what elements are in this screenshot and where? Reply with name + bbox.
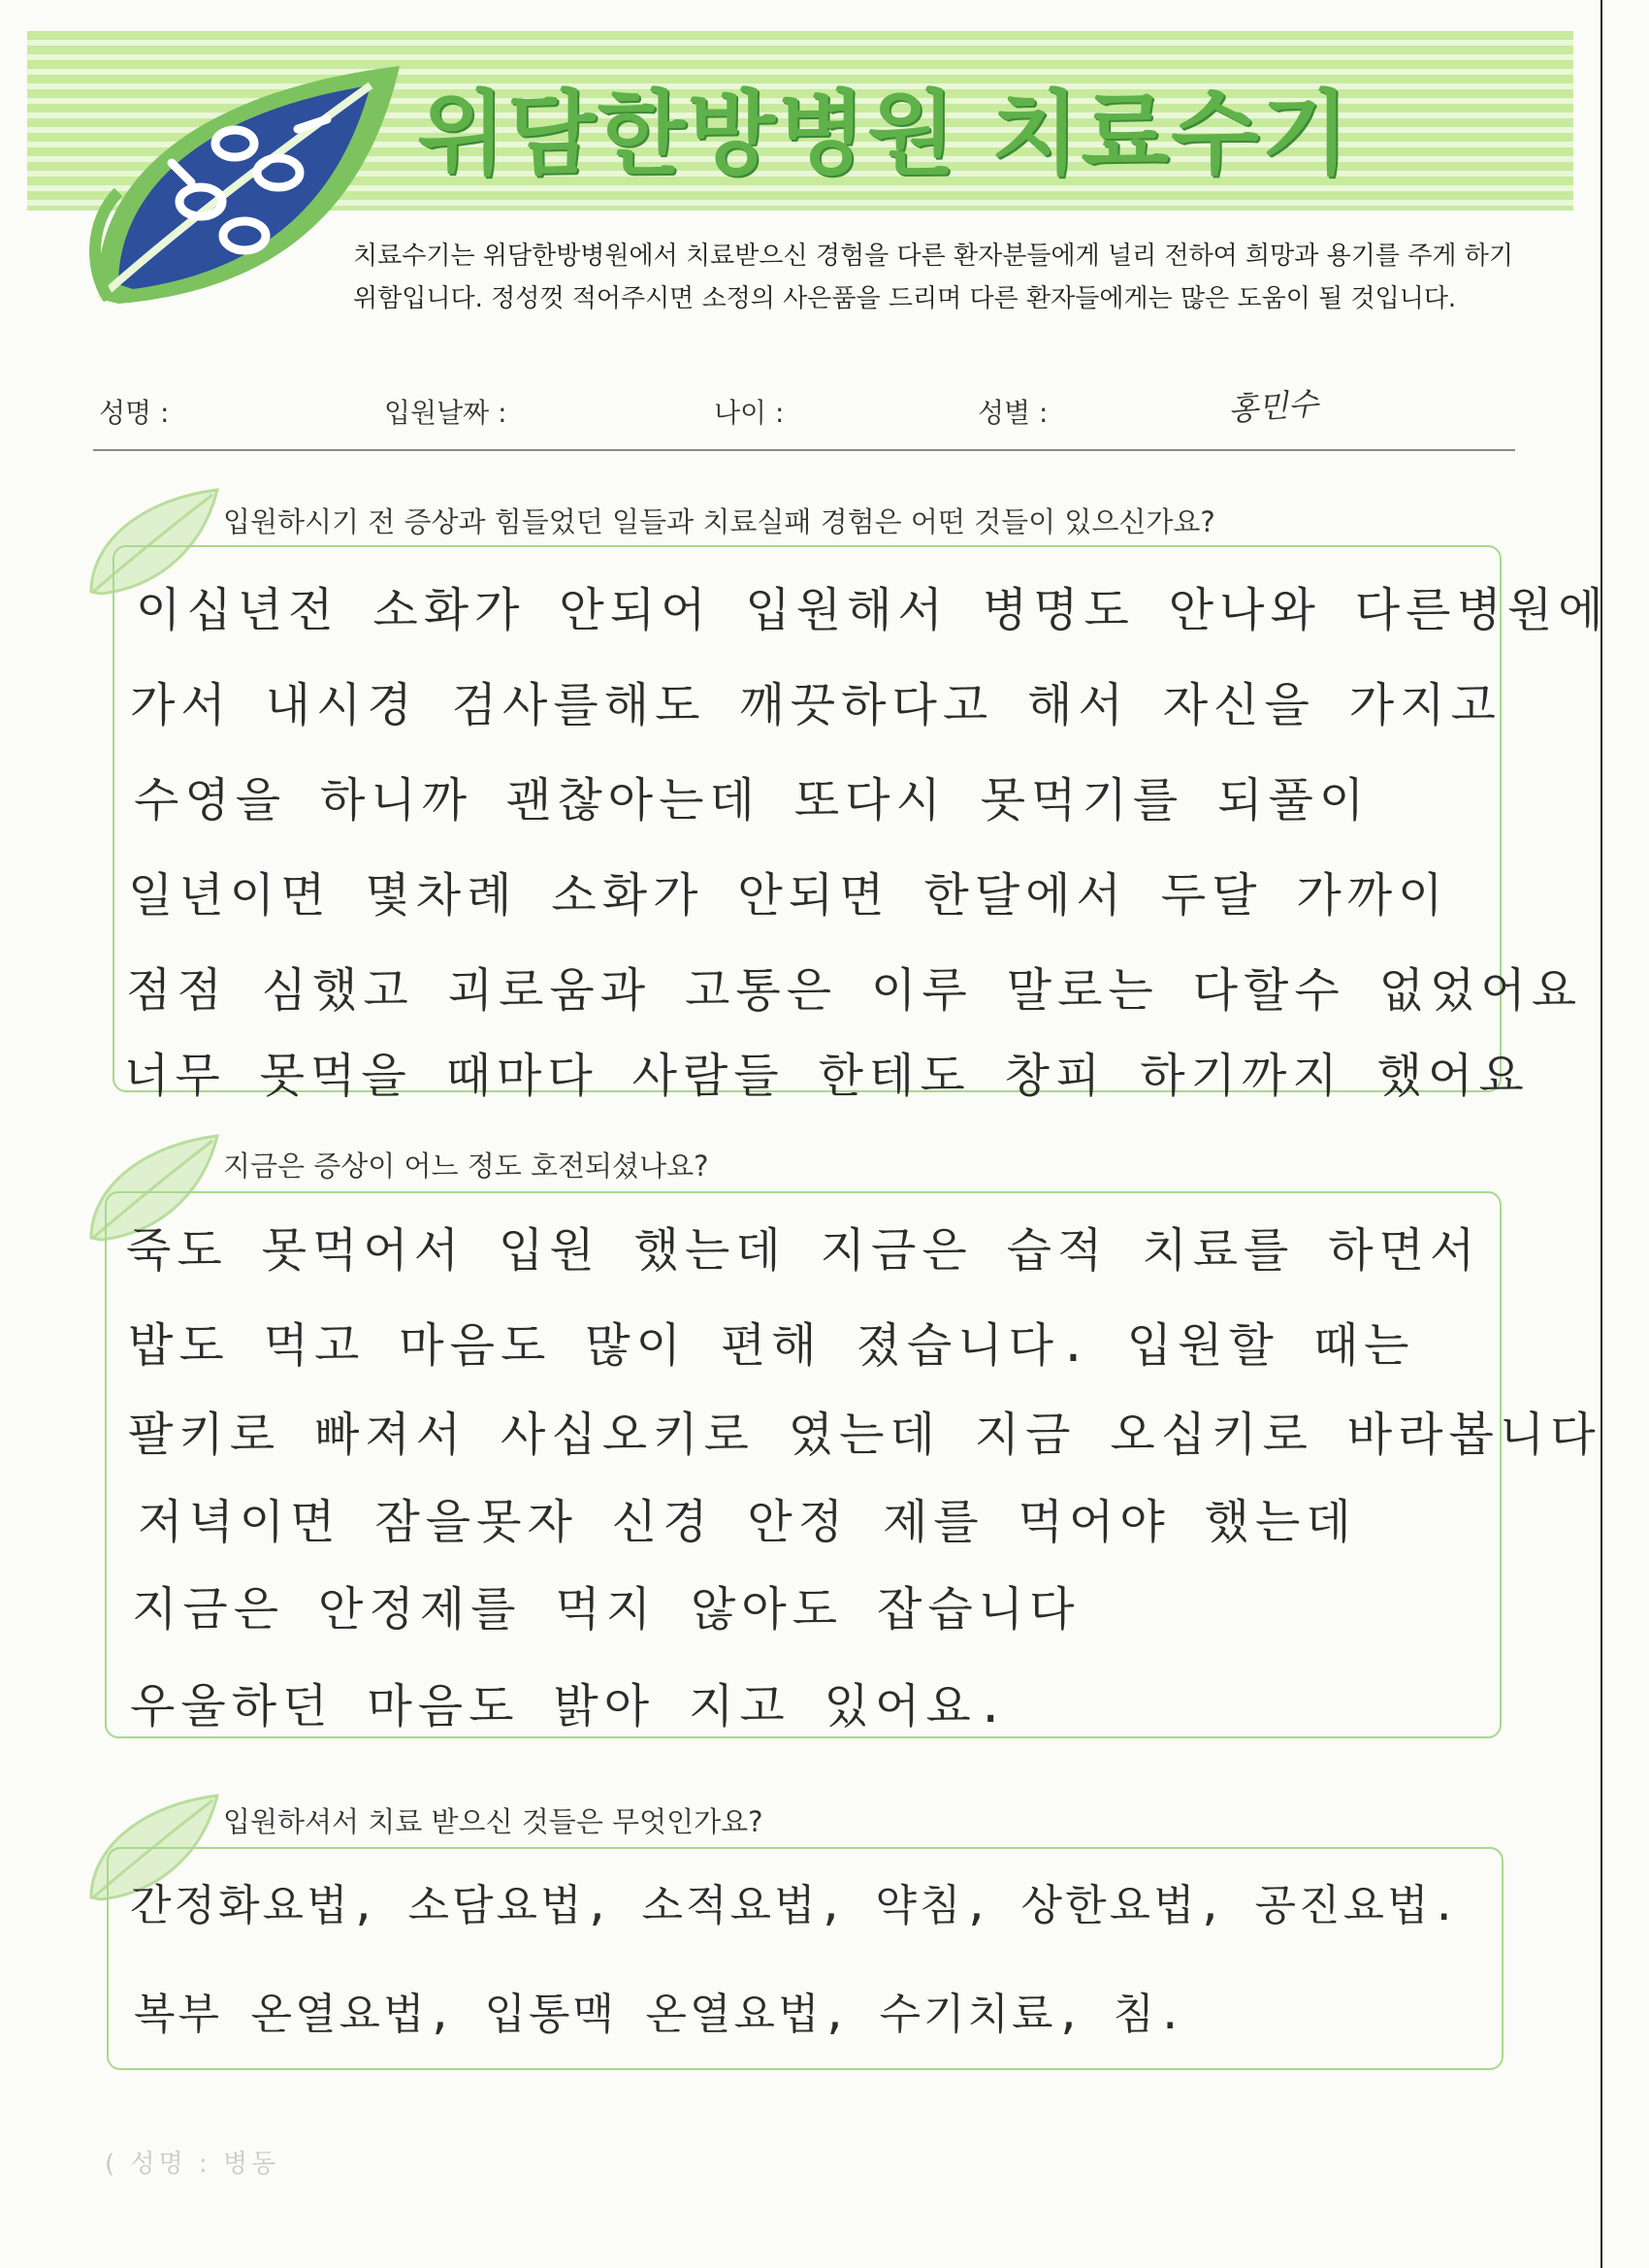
answer-1-line-1: 이십년전 소화가 안되어 입원해서 병명도 안나와 다른병원에 bbox=[136, 583, 1609, 637]
footer-faint-text: ( 성명 : 병동 bbox=[105, 2150, 280, 2179]
page-title: 위담한방병원 치료수기 bbox=[417, 81, 1351, 187]
answer-2-line-5: 지금은 안정제를 먹지 않아도 잡습니다 bbox=[132, 1582, 1081, 1636]
question-3: 입원하셔서 치료 받으신 것들은 무엇인가요? bbox=[223, 1805, 763, 1838]
answer-1-line-3: 수영을 하니까 괜찮아는데 또다시 못먹기를 되풀이 bbox=[134, 773, 1371, 827]
answer-1-line-6: 너무 못먹을 때마다 사람들 한테도 창피 하기까지 했어요 bbox=[124, 1049, 1530, 1103]
answer-1-line-2: 가서 내시경 검사를해도 깨끗하다고 해서 자신을 가지고 bbox=[130, 678, 1502, 732]
patient-info-row bbox=[93, 384, 1519, 438]
answer-3-line-2: 복부 온열요법, 입통맥 온열요법, 수기치료, 침. bbox=[134, 1990, 1186, 2039]
question-1: 입원하시기 전 증상과 힘들었던 일들과 치료실패 경험은 어떤 것들이 있으신가요? bbox=[223, 505, 1215, 538]
intro-line-2: 위함입니다. 정성껏 적어주시면 소정의 사은품을 드리며 다른 환자들에게는 많은 도움이 될 것입니다. bbox=[353, 284, 1457, 313]
patient-signature: 홍민수 bbox=[1226, 384, 1320, 429]
answer-1-line-5: 점점 심했고 괴로움과 고통은 이루 말로는 다할수 없었어요 bbox=[126, 963, 1583, 1018]
intro-text bbox=[353, 235, 1566, 320]
answer-2-line-6: 우울하던 마음도 밝아 지고 있어요. bbox=[130, 1679, 1011, 1733]
name-label: 성명 : bbox=[99, 397, 170, 429]
info-underline bbox=[93, 449, 1515, 451]
question-2: 지금은 증상이 어느 정도 호전되셨나요? bbox=[223, 1150, 709, 1183]
intro-line-1: 치료수기는 위담한방병원에서 치료받으신 경험을 다른 환자분들에게 널리 전하여 희망과 용기를 주게 하기 bbox=[353, 242, 1514, 271]
sex-label: 성별 : bbox=[978, 397, 1049, 429]
page-edge bbox=[1600, 0, 1602, 2268]
answer-2-line-3: 팔키로 빠져서 사십오키로 였는데 지금 오십키로 바라봅니다 bbox=[128, 1408, 1601, 1462]
answer-2-line-2: 밥도 먹고 마음도 많이 편해 졌습니다. 입원할 때는 bbox=[128, 1318, 1415, 1373]
answer-1-line-4: 일년이면 몇차례 소화가 안되면 한달에서 두달 가까이 bbox=[128, 868, 1449, 923]
admission-date-label: 입원날짜 : bbox=[384, 397, 507, 429]
answer-3-line-1: 간정화요법, 소담요법, 소적요법, 약침, 상한요법, 공진요법. bbox=[130, 1881, 1460, 1930]
age-label: 나이 : bbox=[714, 397, 785, 429]
answer-2-line-4: 저녁이면 잠을못자 신경 안정 제를 먹어야 했는데 bbox=[138, 1495, 1357, 1549]
answer-2-line-1: 죽도 못먹어서 입원 했는데 지금은 습적 치료를 하면서 bbox=[126, 1223, 1481, 1278]
